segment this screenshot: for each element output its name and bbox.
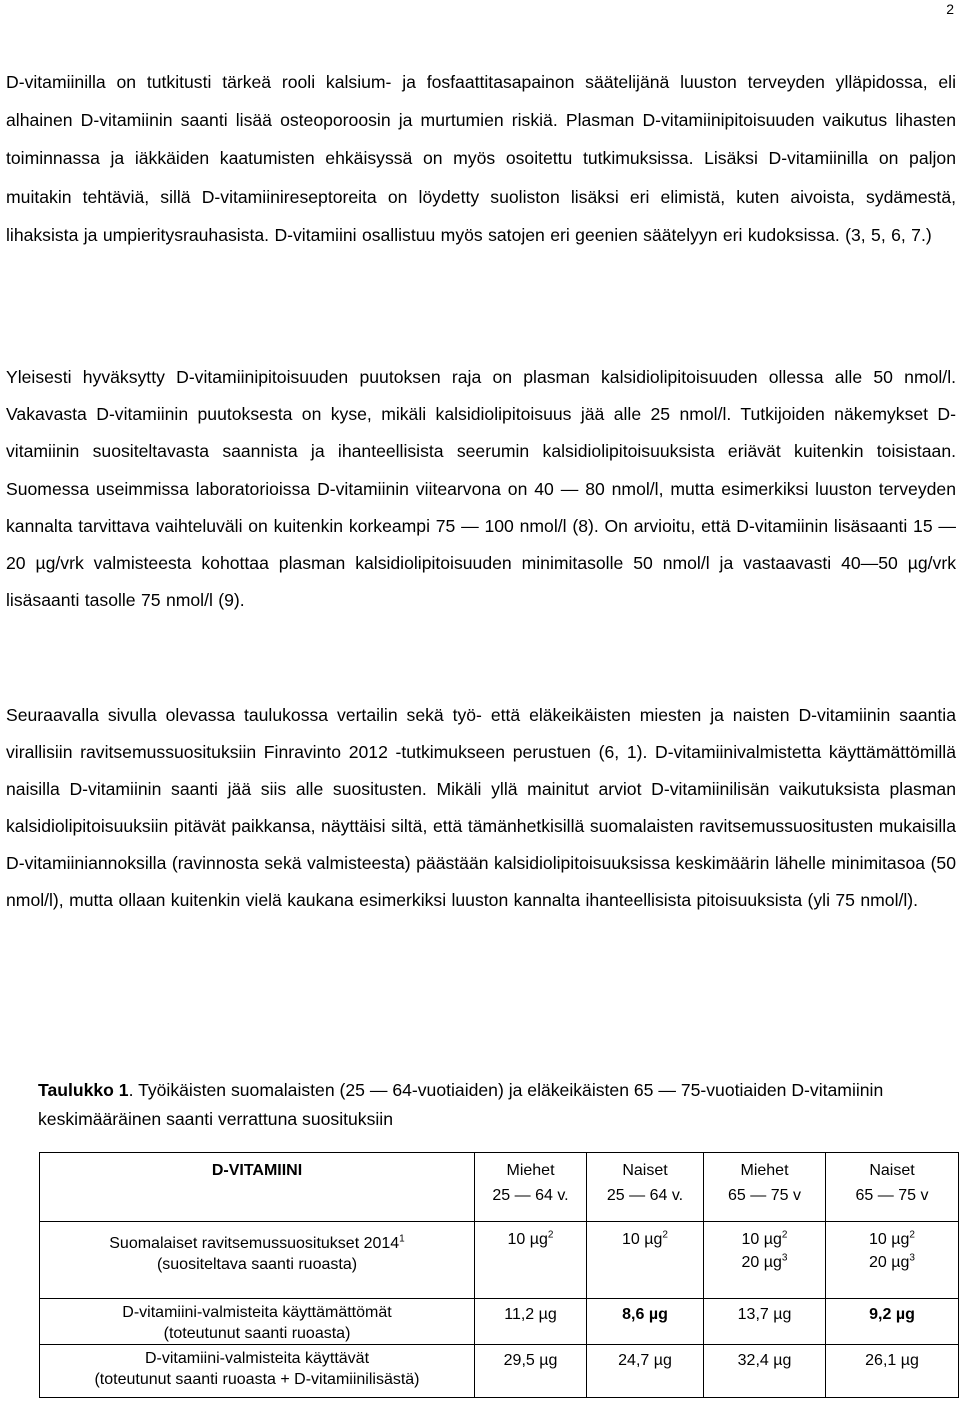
header-cell-women-working-age: Naiset 25 — 64 v.: [587, 1153, 704, 1222]
row-label-users: D-vitamiini-valmisteita käyttävät (toteutunut saanti ruoasta + D-vitamiinilisästä): [40, 1345, 475, 1398]
paragraph-deficiency-limits: Yleisesti hyväksytty D-vitamiinipitoisuuden puutoksen raja on plasman kalsidiolipitoisuuden ollessa alle 50 nmol/l. Vakavasta D-vitamiinin puutoksesta on kyse, mikäli kalsidiolipitoisuus jää alle 25 nmol/l. Tutkijoiden näkemykset D-vitamiinin suositeltavasta saannista ja ihanteellisista seerumin kalsidiolipitoisuuksista eriävät kuitenkin toisistaan. Suomessa useimmissa laboratorioissa D-vitamiinin viitearvona on 40 — 80 nmol/l, mutta esimerkiksi luuston terveyden kannalta tarvittava vaihteluväli on kuitenkin korkeampi 75 — 100 nmol/l (8). On arvioitu, että D-vitamiinin lisäsaanti 15 — 20 µg/vrk valmisteesta kohottaa plasman kalsidiolipitoisuuden minimitasolle 50 nmol/l ja vastaavasti 40—50 µg/vrk lisäsaanti tasolle 75 nmol/l (9).: [6, 367, 956, 611]
cell-nonusers-women-working: 8,6 µg: [587, 1299, 704, 1345]
row-label-non-users: D-vitamiini-valmisteita käyttämättömät (toteutunut saanti ruoasta): [40, 1299, 475, 1345]
cell-users-men-retired: 32,4 µg: [704, 1345, 826, 1398]
table-caption: [38, 1076, 958, 1134]
table-caption-text: . Työikäisten suomalaisten (25 — 64-vuotiaiden) ja eläkeikäisten 65 — 75-vuotiaiden D-vitamiinin keskimääräinen saanti verrattuna suosituksiin: [38, 1080, 884, 1129]
cell-nonusers-women-retired: 9,2 µg: [826, 1299, 959, 1345]
cell-rec-men-working: 10 µg$^2$: [475, 1222, 587, 1299]
cell-rec-men-retired: 10 µg$^2$ 20 µg$^3$: [704, 1222, 826, 1299]
table-caption-label: Taulukko 1: [38, 1080, 129, 1100]
cell-nonusers-men-retired: 13,7 µg: [704, 1299, 826, 1345]
table-header-row: [40, 1153, 959, 1222]
vitamin-d-intake-table: [39, 1152, 959, 1398]
cell-rec-women-working: 10 µg$^2$: [587, 1222, 704, 1299]
cell-users-women-working: 24,7 µg: [587, 1345, 704, 1398]
table-row-users: [40, 1345, 959, 1398]
paragraph-vitamin-d-role: D-vitamiinilla on tutkitusti tärkeä rooli kalsium- ja fosfaattitasapainon säätelijänä luuston terveyden ylläpidossa, eli alhainen D-vitamiinin saanti lisää osteoporoosin ja murtumien riskiä. Plasman D-vitamiinipitoisuuden vaikutus lihasten toiminnassa ja iäkkäiden kaatumisten ehkäisyssä on myös osoitettu tutkimuksissa. Lisäksi D-vitamiinilla on paljon muitakin tehtäviä, sillä D-vitamiinireseptoreita on löydetty suoliston lisäksi eri elimistä, kuten aivoista, sydämestä, lihaksista ja umpieritysrauhasista. D-vitamiini osallistuu myös satojen eri geenien säätelyyn eri kudoksissa. (3, 5, 6, 7.): [6, 72, 956, 245]
header-cell-men-working-age: Miehet 25 — 64 v.: [475, 1153, 587, 1222]
cell-rec-women-retired: 10 µg$^2$ 20 µg$^3$: [826, 1222, 959, 1299]
page-number: 2: [946, 1, 954, 17]
header-cell-title: D-VITAMIINI: [40, 1153, 475, 1222]
paragraph-table-intro: Seuraavalla sivulla olevassa taulukossa vertailin sekä työ- että eläkeikäisten miesten ja naisten D-vitamiinin saantia virallisiin ravitsemussuosituksiin Finravinto 2012 -tutkimukseen perustuen (6, 1). D-vitamiinivalmistetta käyttämättömillä naisilla D-vitamiinin saanti jää siis alle suositusten. Mikäli yllä mainitut arviot D-vitamiinilisän vaikutuksista plasman kalsidiolipitoisuuksiin pitävät paikkansa, näyttäisi siltä, että tämänhetkisillä suomalaisten ravitsemussuositusten mukaisilla D-vitamiiniannoksilla (ravinnosta sekä valmisteesta) päästään kalsidiolipitoisuuksissa keskimäärin lähelle minimitasoa (50 nmol/l), mutta ollaan kuitenkin vielä kaukana esimerkiksi luuston kannalta ihanteellisista pitoisuuksista (yli 75 nmol/l).: [6, 705, 956, 911]
header-cell-women-retired: Naiset 65 — 75 v: [826, 1153, 959, 1222]
table-row-non-users: [40, 1299, 959, 1345]
cell-users-women-retired: 26,1 µg: [826, 1345, 959, 1398]
header-cell-men-retired: Miehet 65 — 75 v: [704, 1153, 826, 1222]
cell-users-men-working: 29,5 µg: [475, 1345, 587, 1398]
row-label-recommendation: Suomalaiset ravitsemussuositukset 2014$^1$ (suositeltava saanti ruoasta): [40, 1222, 475, 1299]
cell-nonusers-men-working: 11,2 µg: [475, 1299, 587, 1345]
table-row-recommendation: [40, 1222, 959, 1299]
